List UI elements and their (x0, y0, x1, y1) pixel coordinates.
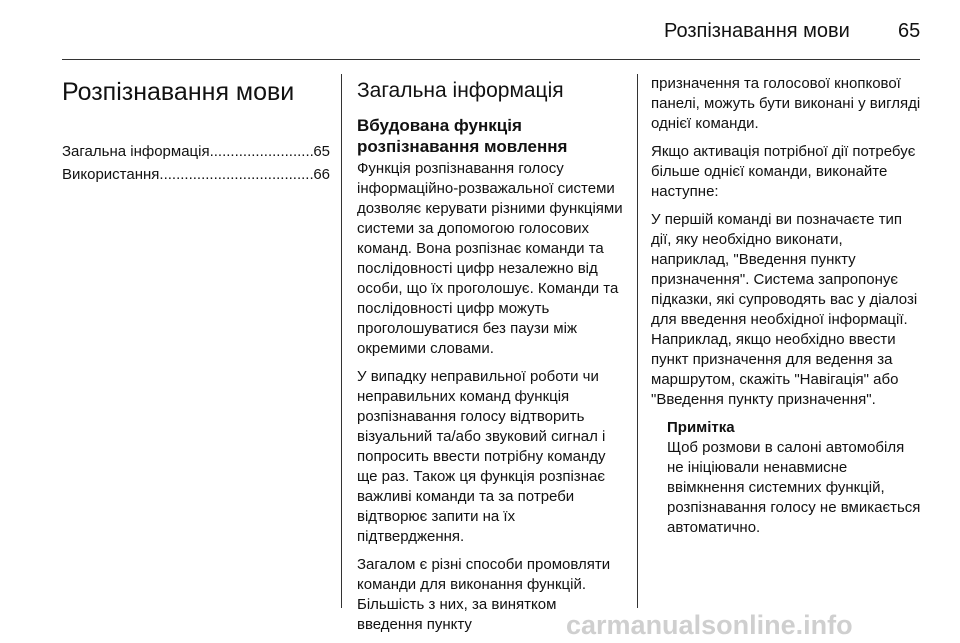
body-paragraph: У першій команді ви позначаєте тип дії, яку необхідно виконати, наприклад, "Введення пункту призначення". Система запропонує підказки, які супроводять вас у діалозі для введення необхідної інформації. Наприклад, якщо необхідно ввести пункт призначення для ведення за маршрутом, скажіть "Навігація" або "Введення пункту призначення". (651, 211, 918, 408)
chapter-column (62, 68, 330, 188)
header-rule (62, 59, 920, 60)
section-title: Загальна інформація (357, 79, 564, 102)
body-paragraph: Функція розпізнавання голосу інформаційно-розважальної системи дозволяє керувати різними функціями системи за допомогою голосових команд. Вона розпізнає команди та послідовності цифр незалежно від особи, що їх проголошує. Команди та послідовності цифр можуть проголошуватися без паузи між окремими словами. (357, 160, 623, 357)
toc-entry[interactable] (62, 142, 330, 162)
toc-leader-dots (210, 142, 314, 162)
toc-label: Використання (62, 166, 160, 183)
column-divider (637, 74, 638, 608)
column-divider (341, 74, 342, 608)
note-text: Щоб розмови в салоні автомобіля не ініціювали ненавмисне ввімкнення системних функцій, розпізнавання голосу не вмикається автоматично. (667, 439, 921, 536)
page-header (0, 0, 960, 60)
body-paragraph: Якщо активація потрібної дії потребує більше однієї команди, виконайте наступне: (651, 143, 916, 200)
body-paragraph: У випадку неправильної роботи чи неправильних команд функція розпізнавання голосу відтворить візуальний та/або звуковий сигнал і попросить ввести потрібну команду ще раз. Також ця функція розпізнає важливі команди та за потреби відтворює запити на їх підтвердження. (357, 368, 606, 545)
subsection-title: Вбудована функція розпізнавання мовлення (357, 116, 568, 156)
toc-entry[interactable] (62, 165, 330, 185)
toc-page-number: 66 (313, 166, 330, 183)
toc-page-number: 65 (313, 143, 330, 160)
note-box (667, 418, 923, 538)
body-paragraph: призначення та голосової кнопкової панелі, можуть бути виконані у вигляді однієї команди. (651, 75, 921, 132)
toc-label: Загальна інформація (62, 143, 210, 160)
continuation-column (651, 74, 923, 538)
section-column (357, 68, 625, 643)
chapter-title: Розпізнавання мови (62, 78, 295, 106)
watermark: carmanualsonline.info (566, 610, 853, 640)
toc-leader-dots (159, 165, 313, 185)
body-paragraph: Загалом є різні способи промовляти команди для виконання функцій. Більшість з них, за винятком введення пункту (357, 556, 611, 633)
running-title: Розпізнавання мови (664, 20, 850, 42)
note-title: Примітка (667, 419, 735, 436)
page-number: 65 (898, 20, 921, 42)
